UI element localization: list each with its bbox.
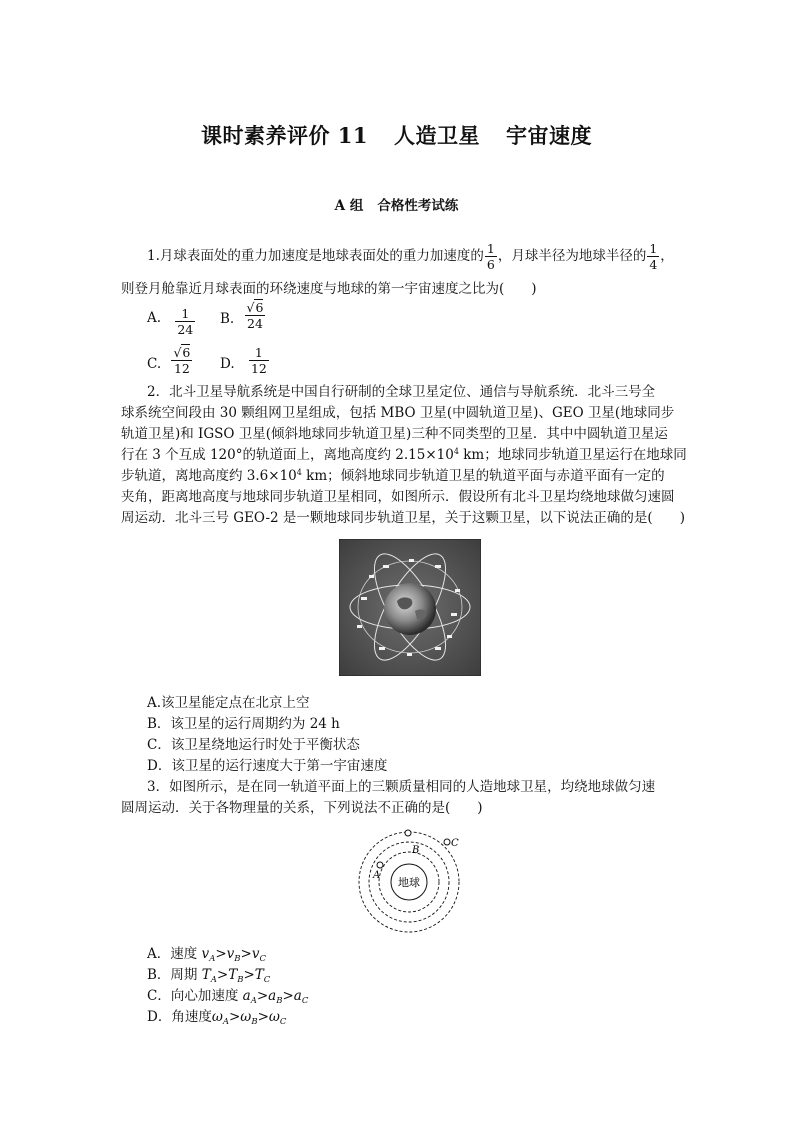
q2-option-b: B．该卫星的运行周期约为 24 h <box>147 716 340 732</box>
q1-stem-line1: 1.月球表面处的重力加速度是地球表面处的重力加速度的 $\frac{1}{6}$ ，月球半径为地球半径的 $\frac{1}{4}$ ， <box>147 241 674 272</box>
q3-option-b: B．周期 $T_A>T_B>T_C$ <box>147 967 271 985</box>
section-heading <box>0 194 793 214</box>
q1-fraction-1-4: $\frac{1}{4}$ <box>649 241 658 272</box>
beidou-constellation-image <box>339 539 481 676</box>
section-name: 合格性考试练 <box>377 198 459 214</box>
q1-option-d: D. $\frac{1}{12}$ <box>220 345 267 376</box>
q3-stem-line1: 3．如图所示，是在同一轨道平面上的三颗质量相同的人造地球卫星，均绕地球做匀速 <box>147 779 656 795</box>
q1-option-c: C. $\frac{√6}{12}$ <box>147 345 191 376</box>
satellite-c <box>444 839 450 845</box>
q2-stem-line3: 轨道卫星)和 IGSO 卫星(倾斜地球同步轨道卫星)三种不同类型的卫星．其中中圆轨道卫星运 <box>121 426 668 442</box>
satellite-a <box>377 862 383 868</box>
q3-option-d: D．角速度$\omega_A>\omega_B>\omega_C$ <box>147 1009 287 1027</box>
page-title <box>0 120 793 150</box>
satellite-b <box>405 830 411 836</box>
label-b: B <box>412 845 420 856</box>
q1-fraction-1-6: $\frac{1}{6}$ <box>486 241 495 272</box>
orbit-diagram-svg <box>350 822 468 934</box>
section-label: A 组 <box>334 198 364 214</box>
q1-option-a: A. $\frac{1}{24}$ <box>147 306 194 337</box>
q2-stem-line2: 球系统空间段由 30 颗组网卫星组成，包括 MBO 卫星(中圆轨道卫星)、GEO 卫星(地球同步 <box>121 405 675 421</box>
orbit-diagram <box>350 822 468 934</box>
q1-stem-line2: 则登月舱靠近月球表面的环绕速度与地球的第一宇宙速度之比为( ) <box>121 281 537 297</box>
q2-option-a: A.该卫星能定点在北京上空 <box>147 695 310 711</box>
q2-stem-line7: 周运动．北斗三号 GEO-2 是一颗地球同步轨道卫星，关于这颗卫星，以下说法正确的是( ) <box>121 510 685 526</box>
title-part1: 课时素养评价 11 <box>200 123 369 148</box>
q2-stem-line6: 夹角，距离地高度与地球同步轨道卫星相同，如图所示．假设所有北斗卫星均绕地球做匀速圆 <box>121 489 675 505</box>
q2-option-d: D．该卫星的运行速度大于第一宇宙速度 <box>147 758 388 774</box>
title-part2: 人造卫星 <box>394 123 481 148</box>
earth-label: 地球 <box>398 876 420 889</box>
q2-stem-line4: 行在 3 个互成 120°的轨道面上，离地高度约 $2.15\times 10^4$ km；地球同步轨道卫星运行在地球同 <box>121 447 687 463</box>
q2-option-c: C．该卫星绕地运行时处于平衡状态 <box>147 737 360 753</box>
q3-stem-line2: 圆周运动．关于各物理量的关系，下列说法不正确的是( ) <box>121 800 483 816</box>
title-part3: 宇宙速度 <box>506 123 593 148</box>
q2-stem-line5: 步轨道，离地高度约 $3.6\times 10^4$ km；倾斜地球同步轨道卫星的轨道平面与赤道平面有一定的 <box>121 468 665 484</box>
q3-option-c: C．向心加速度 $a_A>a_B>a_C$ <box>147 988 309 1006</box>
beidou-constellation-graphic <box>339 539 481 676</box>
label-c: C <box>451 838 459 849</box>
label-a: A <box>373 870 381 881</box>
q3-option-a: A．速度 $v_A>v_B>v_C$ <box>147 946 266 964</box>
q2-stem-line1: 2．北斗卫星导航系统是中国自行研制的全球卫星定位、通信与导航系统．北斗三号全 <box>147 384 656 400</box>
q1-option-b: B. $\frac{√6}{24}$ <box>220 300 264 331</box>
